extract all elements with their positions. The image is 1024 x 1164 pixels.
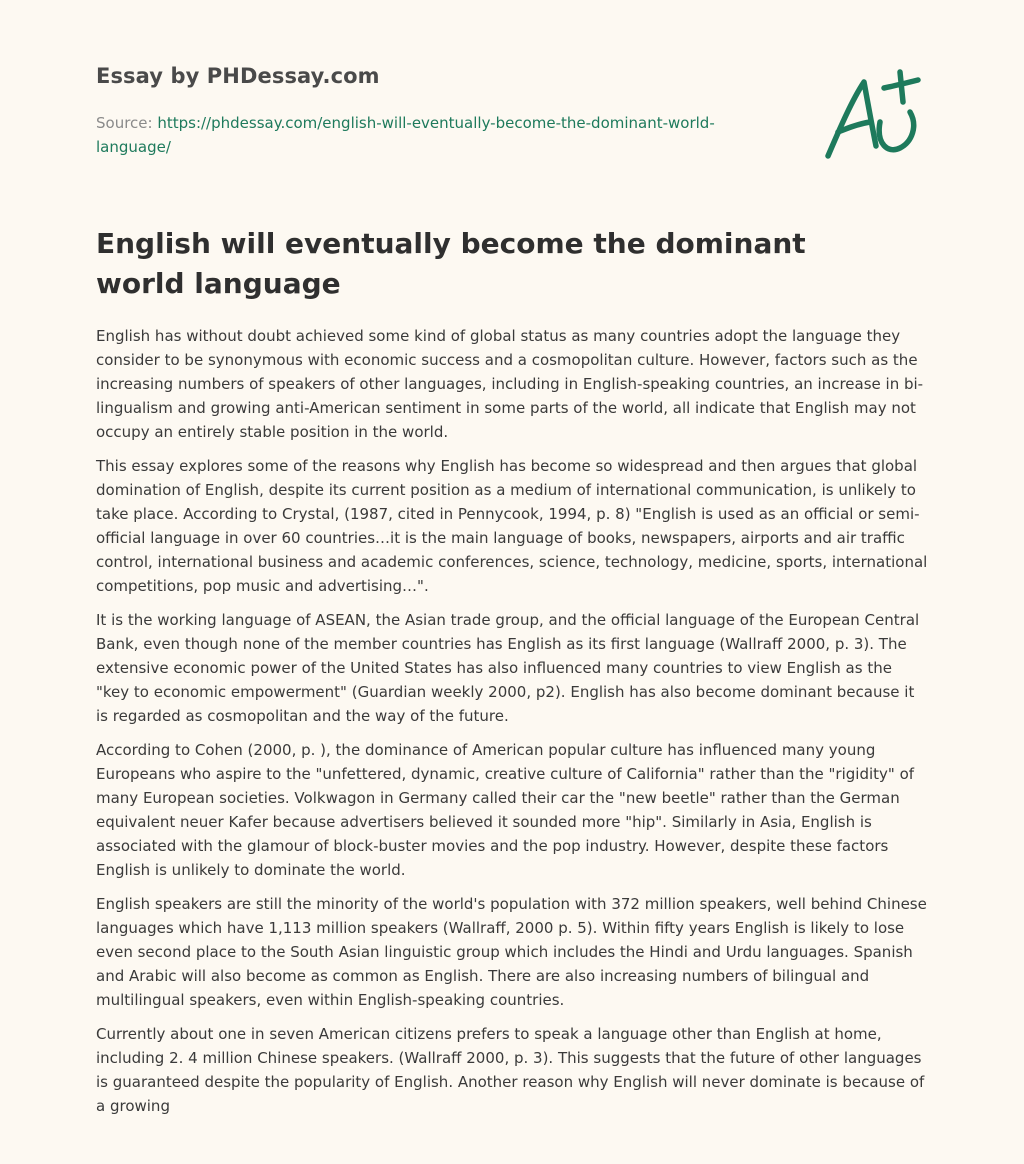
- source-label: Source:: [96, 114, 158, 132]
- essay-paragraph: English speakers are still the minority of the world's population with 372 million speakers, well behind Chinese languages which have 1,113 million speakers (Wallraff, 2000 p. 5). Within fifty years English is likely to lose even second place to the South Asian linguistic group which includes the Hindi and Urdu languages. Spanish and Arabic will also become as common as English. There are also increasing numbers of bilingual and multilingual speakers, even within English-speaking countries.: [96, 895, 927, 1009]
- essay-paragraph: English has without doubt achieved some kind of global status as many countries adopt the language they consider to be synonymous with economic success and a cosmopolitan culture. However, factors such as the increasing numbers of speakers of other languages, including in English-speaking countries, an increase in bi-lingualism and growing anti-American sentiment in some parts of the world, all indicate that English may not occupy an entirely stable position in the world.: [96, 327, 924, 441]
- essay-paragraph: According to Cohen (2000, p. ), the dominance of American popular culture has influenced many young Europeans who aspire to the "unfettered, dynamic, creative culture of California" rather than the "rigidity" of many European societies. Volkwagon in Germany called their car the "new beetle" rather than the German equivalent neuer Kafer because advertisers believed it sounded more "hip". Similarly in Asia, English is associated with the glamour of block-buster movies and the pop industry. However, despite these factors English is unlikely to dominate the world.: [96, 741, 915, 879]
- site-brand: Essay by PHDessay.com: [96, 64, 380, 88]
- source-link[interactable]: https://phdessay.com/english-will-eventually-become-the-dominant-world-language/: [96, 114, 715, 156]
- a-plus-grade-icon: [822, 66, 926, 166]
- source-line: [96, 111, 746, 159]
- essay-paragraph: This essay explores some of the reasons why English has become so widespread and then argues that global domination of English, despite its current position as a medium of international communication, is unlikely to take place. According to Crystal, (1987, cited in Pennycook, 1994, p. 8) "English is used as an official or semi-official language in over 60 countries…it is the main language of books, newspapers, airports and air traffic control, international business and academic conferences, science, technology, medicine, sports, international competitions, pop music and advertising…".: [96, 457, 928, 595]
- essay-body: [96, 324, 928, 1128]
- essay-title: English will eventually become the dominant world language: [96, 227, 806, 300]
- essay-paragraph: Currently about one in seven American citizens prefers to speak a language other than English at home, including 2. 4 million Chinese speakers. (Wallraff 2000, p. 3). This suggests that the future of other languages is guaranteed despite the popularity of English. Another reason why English will never dominate is because of a growing: [96, 1025, 925, 1115]
- essay-paragraph: It is the working language of ASEAN, the Asian trade group, and the official language of the European Central Bank, even though none of the member countries has English as its first language (Wallraff 2000, p. 3). The extensive economic power of the United States has also influenced many countries to view English as the "key to economic empowerment" (Guardian weekly 2000, p2). English has also become dominant because it is regarded as cosmopolitan and the way of the future.: [96, 611, 920, 725]
